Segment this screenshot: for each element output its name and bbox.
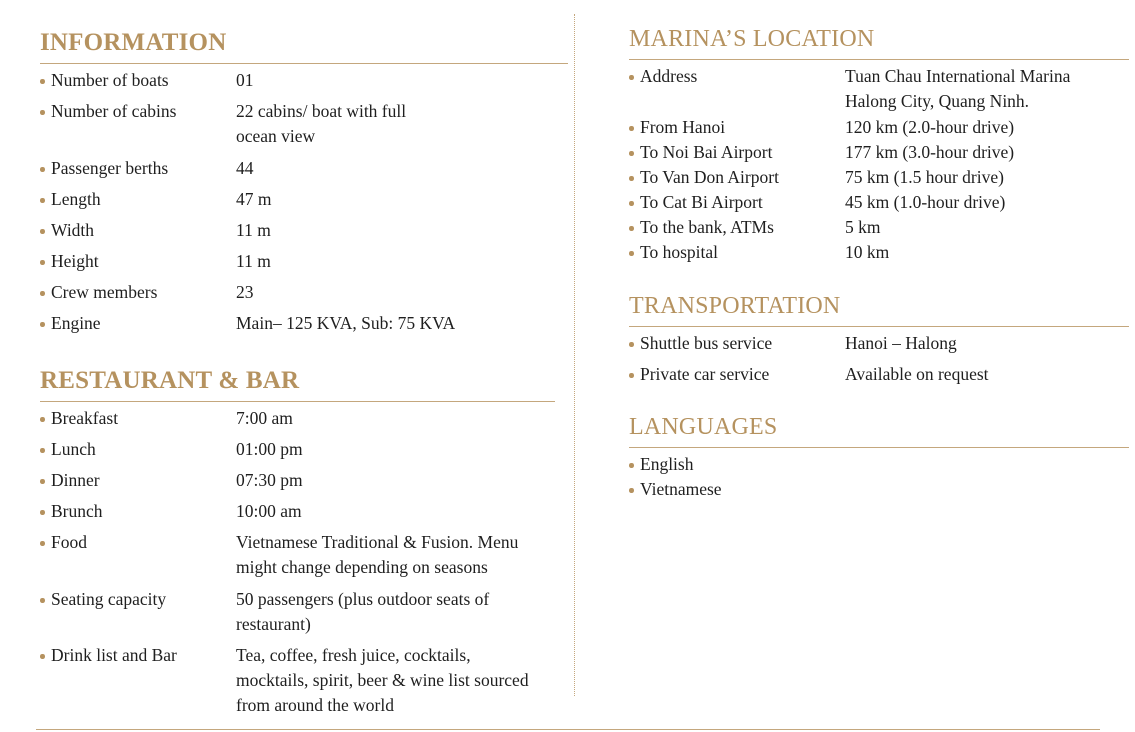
transport-label: Private car service [629,362,845,393]
restaurant-row-brunch [40,499,555,530]
marina-label: To hospital [629,240,845,265]
marina-list [629,64,1129,265]
info-value: 23 [236,282,254,302]
language-label: Vietnamese [629,477,722,502]
marina-value: 120 km (2.0-hour drive) [845,117,1015,137]
information-rule [40,63,568,64]
info-label: Crew members [40,280,236,311]
info-label: Height [40,249,236,280]
restaurant-value: 50 passengers (plus outdoor seats of restaurant) [236,589,490,634]
info-row-boats [40,68,568,99]
restaurant-heading: RESTAURANT & BAR [40,367,300,394]
marina-value: Tuan Chau International Marina Halong City, Quang Ninh. [845,66,1071,111]
marina-row-catbi [629,190,1129,215]
marina-value: 45 km (1.0-hour drive) [845,192,1006,212]
marina-row-address [629,64,1129,115]
restaurant-row-seating [40,587,555,643]
info-value: 47 m [236,189,272,209]
information-section [40,28,568,342]
restaurant-label: Brunch [40,499,236,530]
transportation-section [629,291,1129,393]
transport-value: Available on request [845,364,989,384]
restaurant-list [40,406,555,719]
info-label: Engine [40,311,236,342]
restaurant-value: Vietnamese Traditional & Fusion. Menu might change depending on seasons [236,532,519,577]
column-divider [574,14,575,696]
marina-label: To Van Don Airport [629,165,845,190]
info-row-crew [40,280,568,311]
info-label: Passenger berths [40,156,236,187]
info-value: 11 m [236,251,271,271]
info-row-cabins [40,99,568,156]
info-value: Main– 125 KVA, Sub: 75 KVA [236,313,456,333]
transport-value: Hanoi – Halong [845,333,957,353]
info-row-length [40,187,568,218]
info-row-width [40,218,568,249]
info-value: 22 cabins/ boat with full ocean view [236,101,407,146]
marina-value: 10 km [845,242,890,262]
transport-row-shuttle [629,331,1129,362]
information-heading: INFORMATION [40,29,227,56]
restaurant-label: Drink list and Bar [40,643,236,719]
info-value: 01 [236,70,254,90]
transport-row-private-car [629,362,1129,393]
transport-label: Shuttle bus service [629,331,845,362]
restaurant-value: 01:00 pm [236,439,303,459]
marina-label: Address [629,64,845,115]
marina-value: 5 km [845,217,881,237]
languages-heading: LANGUAGES [629,414,778,440]
restaurant-row-dinner [40,468,555,499]
restaurant-value: 7:00 am [236,408,293,428]
marina-label: From Hanoi [629,115,845,140]
restaurant-row-drinks [40,643,555,719]
languages-section [629,412,1129,502]
marina-heading: MARINA’S LOCATION [629,26,875,52]
language-item [629,452,1129,477]
marina-row-bank [629,215,1129,240]
language-item [629,477,1129,502]
info-label: Length [40,187,236,218]
restaurant-row-breakfast [40,406,555,437]
transportation-heading: TRANSPORTATION [629,293,841,319]
info-value: 44 [236,158,254,178]
marina-section [629,24,1129,265]
language-label: English [629,452,693,477]
restaurant-row-food [40,530,555,587]
restaurant-value: 10:00 am [236,501,302,521]
marina-label: To Cat Bi Airport [629,190,845,215]
marina-row-hospital [629,240,1129,265]
marina-value: 177 km (3.0-hour drive) [845,142,1015,162]
restaurant-label: Dinner [40,468,236,499]
marina-value: 75 km (1.5 hour drive) [845,167,1004,187]
info-label: Number of boats [40,68,236,99]
info-label: Width [40,218,236,249]
restaurant-rule [40,401,555,402]
marina-row-noibai [629,140,1129,165]
restaurant-label: Breakfast [40,406,236,437]
restaurant-label: Lunch [40,437,236,468]
languages-rule [629,447,1129,448]
restaurant-value: Tea, coffee, fresh juice, cocktails, mocktails, spirit, beer & wine list sourced from around the world [236,645,529,715]
restaurant-value: 07:30 pm [236,470,303,490]
transportation-rule [629,326,1129,327]
languages-list [629,452,1129,502]
information-list [40,68,568,342]
restaurant-row-lunch [40,437,555,468]
transportation-list [629,331,1129,393]
restaurant-label: Food [40,530,236,587]
info-row-berths [40,156,568,187]
info-row-height [40,249,568,280]
marina-rule [629,59,1129,60]
marina-label: To the bank, ATMs [629,215,845,240]
info-value: 11 m [236,220,271,240]
marina-row-hanoi [629,115,1129,140]
restaurant-label: Seating capacity [40,587,236,643]
bottom-rule [36,729,1100,730]
marina-label: To Noi Bai Airport [629,140,845,165]
info-label: Number of cabins [40,99,236,156]
restaurant-section [40,366,555,719]
info-row-engine [40,311,568,342]
marina-row-vandon [629,165,1129,190]
